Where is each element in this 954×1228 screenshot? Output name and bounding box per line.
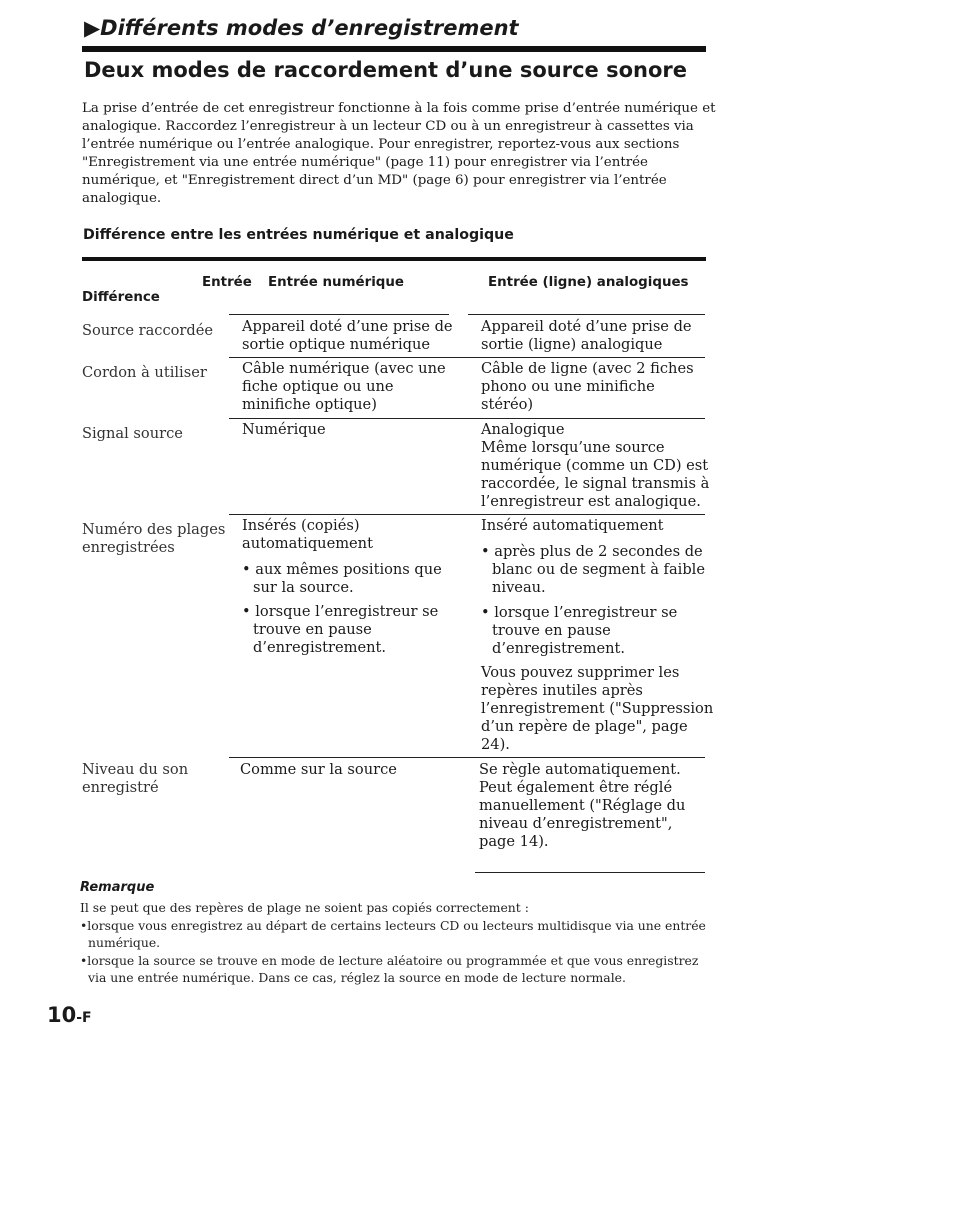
cell-niveau-digital: Comme sur la source bbox=[240, 761, 397, 778]
cell-numero-analog: Inséré automatiquement bbox=[481, 517, 664, 534]
triangle-marker-icon: ▶ bbox=[84, 16, 101, 40]
remark-line: •lorsque la source se trouve en mode de lecture aléatoire ou programmée et que vous enregistrez bbox=[80, 953, 699, 968]
heading-rule bbox=[82, 46, 706, 52]
table-bottom-rule bbox=[475, 872, 705, 873]
row-label-numero: Numéro des plages enregistrées bbox=[82, 521, 226, 556]
row-rule bbox=[229, 757, 705, 758]
row-label-cordon: Cordon à utiliser bbox=[82, 364, 207, 381]
cell-cordon-analog: Câble de ligne (avec 2 fiches phono ou une minifiche stéréo) bbox=[481, 360, 694, 413]
cell-numero-digital-bullet-1: • aux mêmes positions que sur la source. bbox=[242, 561, 442, 596]
header-col-digital: Entrée numérique bbox=[268, 275, 405, 290]
section-title bbox=[84, 16, 519, 40]
cell-numero-digital-bullet-2: • lorsque l’enregistreur se trouve en pause d’enregistrement. bbox=[242, 603, 439, 656]
cell-signal-digital: Numérique bbox=[242, 421, 326, 438]
header-corner-difference: Différence bbox=[82, 290, 160, 305]
page-number bbox=[47, 1003, 92, 1027]
cell-cordon-digital: Câble numérique (avec une fiche optique ou une minifiche optique) bbox=[242, 360, 446, 413]
cell-numero-analog-bullet-2: • lorsque l’enregistreur se trouve en pause d’enregistrement. bbox=[481, 604, 678, 657]
row-rule bbox=[229, 418, 705, 419]
cell-signal-analog: Analogique Même lorsqu’une source numérique (comme un CD) est raccordée, le signal transmis à l’enregistreur est analogique. bbox=[481, 421, 710, 510]
row-rule bbox=[229, 314, 449, 315]
remark-line: via une entrée numérique. Dans ce cas, réglez la source en mode de lecture normale. bbox=[88, 970, 626, 985]
header-col-analog: Entrée (ligne) analogiques bbox=[488, 275, 689, 290]
intro-line: analogique. bbox=[82, 191, 162, 206]
row-rule bbox=[229, 357, 705, 358]
section-title-text: Différents modes d’enregistrement bbox=[100, 16, 519, 40]
row-label-source: Source raccordée bbox=[82, 322, 214, 339]
cell-numero-analog-outro: Vous pouvez supprimer les repères inutiles après l’enregistrement ("Suppression d’un repère de plage", page 24). bbox=[481, 664, 714, 753]
header-corner-entree: Entrée bbox=[202, 275, 252, 290]
cell-source-analog: Appareil doté d’une prise de sortie (ligne) analogique bbox=[481, 318, 692, 353]
intro-line: numérique, et "Enregistrement direct d’un MD" (page 6) pour enregistrer via l’entrée bbox=[82, 173, 667, 188]
row-label-niveau: Niveau du son enregistré bbox=[82, 761, 189, 796]
row-label-signal: Signal source bbox=[82, 425, 183, 442]
remark-title: Remarque bbox=[80, 880, 155, 895]
row-rule bbox=[468, 314, 705, 315]
cell-source-digital: Appareil doté d’une prise de sortie optique numérique bbox=[242, 318, 453, 353]
cell-numero-digital: Insérés (copiés) automatiquement bbox=[242, 517, 373, 552]
table-heading: Différence entre les entrées numérique et analogique bbox=[83, 227, 514, 243]
page-number-suffix: -F bbox=[76, 1010, 92, 1026]
page-number-value: 10 bbox=[47, 1003, 77, 1027]
page-heading: Deux modes de raccordement d’une source sonore bbox=[84, 58, 687, 82]
cell-numero-analog-bullet-1: • après plus de 2 secondes de blanc ou de segment à faible niveau. bbox=[481, 543, 705, 596]
remark-line: •lorsque vous enregistrez au départ de certains lecteurs CD ou lecteurs multidisque via une entrée bbox=[80, 918, 706, 933]
cell-niveau-analog: Se règle automatiquement. Peut également être réglé manuellement ("Réglage du niveau d’enregistrement", page 14). bbox=[479, 761, 686, 850]
intro-line: analogique. Raccordez l’enregistreur à un lecteur CD ou à un enregistreur à cassettes via bbox=[82, 119, 694, 134]
remark-line: numérique. bbox=[88, 935, 161, 950]
table-top-rule bbox=[82, 257, 706, 261]
intro-line: l’entrée numérique ou l’entrée analogique. Pour enregistrer, reportez-vous aux sections bbox=[82, 137, 680, 152]
row-rule bbox=[229, 514, 705, 515]
intro-line: "Enregistrement via une entrée numérique" (page 11) pour enregistrer via l’entrée bbox=[82, 155, 648, 170]
remark-line: Il se peut que des repères de plage ne soient pas copiés correctement : bbox=[80, 900, 529, 915]
intro-line: La prise d’entrée de cet enregistreur fonctionne à la fois comme prise d’entrée numérique et bbox=[82, 101, 716, 116]
